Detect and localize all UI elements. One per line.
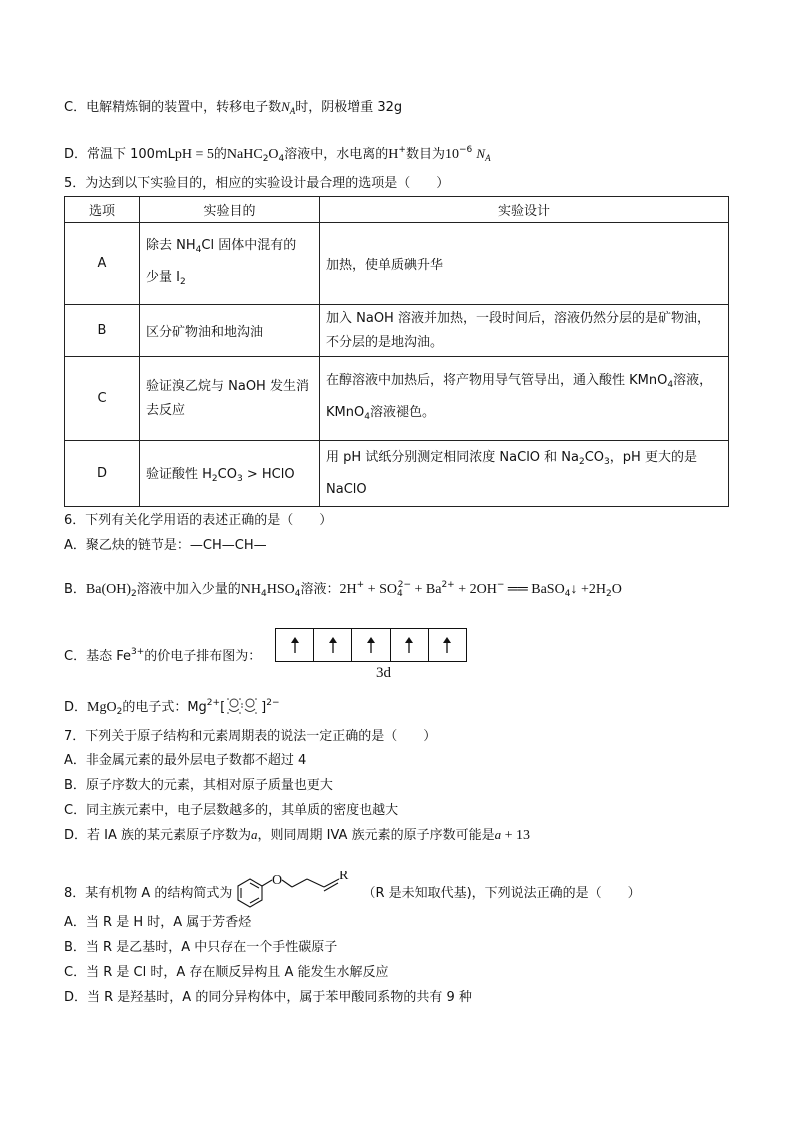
text: D．	[64, 700, 88, 715]
q6-option-b	[64, 576, 622, 603]
goal-text: 除去 NH	[146, 237, 196, 253]
orbital-box	[276, 629, 314, 661]
row-a-goal	[140, 223, 320, 305]
orbital-box	[352, 629, 390, 661]
text: （R 是未知取代基)，下列说法正确的是（ ）	[362, 886, 641, 901]
ten: 10	[444, 147, 459, 162]
text: 的价电子排布图为：	[144, 649, 262, 664]
q4-option-d	[64, 141, 491, 168]
formula: HSO	[266, 582, 295, 597]
orbital-diagram	[275, 628, 467, 662]
table-row	[65, 305, 729, 357]
equation: + 2OH	[454, 582, 497, 597]
goal-text: Cl 固体中混有的	[201, 237, 297, 253]
sub: 4	[667, 379, 674, 390]
sub: 4	[294, 589, 301, 599]
table-row	[65, 441, 729, 507]
row-c-design	[320, 357, 729, 441]
equation: ↓ +2H	[570, 582, 606, 597]
q7-option-a: A．非金属元素的最外层电子数都不超过 4	[64, 753, 307, 768]
sub: 2	[179, 276, 186, 287]
orbital-box	[391, 629, 429, 661]
q4-c-text2: 时，阴极增重 32g	[295, 100, 403, 115]
sup: 3+	[130, 647, 145, 657]
q7-stem: 7．下列关于原子结构和元素周期表的说法一定正确的是（ ）	[64, 729, 437, 744]
design-text: 溶液褪色。	[369, 404, 435, 420]
table-header-row	[65, 197, 729, 223]
q8-option-c: C．当 R 是 Cl 时，A 存在顺反异构且 A 能发生水解反应	[64, 965, 389, 980]
sub: 2	[605, 589, 612, 599]
q7-option-d	[64, 826, 530, 845]
text: 8．某有机物 A 的结构简式为	[64, 886, 233, 901]
up-arrow-icon	[366, 636, 376, 654]
q7-option-b: B．原子序数大的元素，其相对原子质量也更大	[64, 778, 333, 793]
sup: 2−	[266, 698, 280, 708]
q8-option-d: D．当 R 是羟基时，A 的同分异构体中，属于苯甲酸同系物的共有 9 种	[64, 990, 472, 1005]
q4-d-text3: 数目为	[405, 147, 445, 162]
design-text: 用 pH 试纸分别测定相同浓度 NaClO 和 Na	[326, 449, 579, 465]
col-header-option: 选项	[65, 197, 140, 223]
struct-r: R	[339, 871, 349, 883]
row-d-goal	[140, 441, 320, 507]
goal-text: 少量 I	[146, 269, 180, 285]
bracket: ]	[261, 700, 267, 715]
formula: MgO	[87, 700, 117, 715]
na-symbol: N	[281, 99, 290, 114]
text: D．若 IA 族的某元素原子序数为	[64, 828, 252, 843]
equation: O	[611, 582, 622, 597]
salt-formula: NaHC	[226, 147, 263, 162]
row-d-design	[320, 441, 729, 507]
sub: 2	[116, 707, 123, 717]
q4-d-text: D．常温下 100mL	[64, 147, 175, 162]
exponent: −6	[458, 145, 473, 155]
design-text: ，pH 更大的是	[609, 449, 697, 465]
q4-c-text: C．电解精炼铜的装置中，转移电子数	[64, 100, 282, 115]
orbital-box	[314, 629, 352, 661]
text: 溶液：	[300, 582, 340, 597]
struct-oxygen: O	[272, 873, 283, 888]
goal-text: CO	[217, 467, 237, 482]
equation: ══ BaSO	[504, 582, 565, 597]
opt-label: B．	[64, 582, 86, 597]
variable: a	[494, 827, 502, 842]
sub: 2	[262, 154, 269, 164]
peroxide-electron-dots-icon	[225, 695, 261, 717]
row-c-option: C	[65, 357, 140, 441]
row-d-option: D	[65, 441, 140, 507]
text: C．基态 Fe	[64, 649, 131, 664]
table-row	[65, 357, 729, 441]
bracket: [	[220, 700, 226, 715]
salt-o: O	[268, 147, 279, 162]
formula: NH	[240, 582, 262, 597]
text: + 13	[501, 828, 530, 843]
sub: 4	[364, 411, 370, 422]
q4-option-c	[64, 98, 402, 120]
na-sub: A	[485, 153, 491, 163]
row-a-design: 加热，使单质碘升华	[320, 223, 729, 305]
text: 溶液中加入少量的	[136, 582, 241, 597]
up-arrow-icon	[404, 636, 414, 654]
structure-formula-icon	[232, 871, 362, 911]
experiment-table	[64, 196, 729, 507]
sup: 2+	[441, 580, 455, 590]
text: 的电子式：Mg	[122, 700, 207, 715]
row-b-goal: 区分矿物油和地沟油	[140, 305, 320, 357]
q8-option-a: A．当 R 是 H 时，A 属于芳香烃	[64, 915, 252, 930]
orbital-label: 3d	[376, 665, 391, 681]
col-header-goal: 实验目的	[140, 197, 320, 223]
sup: 2+	[206, 698, 221, 708]
variable: a	[251, 827, 258, 842]
design-text: KMnO	[326, 404, 365, 420]
equation: + Ba	[411, 582, 442, 597]
row-c-goal: 验证溴乙烷与 NaOH 发生消去反应	[140, 357, 320, 441]
q7-option-c: C．同主族元素中，电子层数越多的，其单质的密度也越大	[64, 803, 399, 818]
sub: 2	[579, 456, 585, 467]
q8-stem	[64, 871, 641, 911]
sub: 2	[211, 474, 218, 484]
equation: 2H	[339, 582, 357, 597]
sub: 4	[278, 154, 285, 164]
q8-option-b: B．当 R 是乙基时，A 中只存在一个手性碳原子	[64, 940, 338, 955]
formula: Ba(OH)	[85, 582, 132, 597]
sub: 3	[236, 474, 243, 484]
goal-text: 验证酸性 H	[146, 467, 212, 482]
col-header-design: 实验设计	[320, 197, 729, 223]
sub: 4	[195, 244, 202, 255]
row-b-option: B	[65, 305, 140, 357]
na-sub: A	[289, 106, 296, 116]
sup: −	[496, 580, 505, 590]
q4-d-de: 的	[213, 147, 227, 162]
orbital-box	[429, 629, 466, 661]
h-ion: H	[388, 147, 399, 162]
goal-text: > HClO	[242, 467, 295, 482]
sup: 2−	[397, 580, 411, 590]
row-a-option: A	[65, 223, 140, 305]
q5-stem: 5．为达到以下实验目的，相应的实验设计最合理的选项是（ ）	[64, 176, 450, 191]
design-text: 溶液，	[673, 372, 713, 388]
sub: 4	[564, 589, 571, 599]
q6-option-c	[64, 643, 261, 666]
q6-stem: 6．下列有关化学用语的表述正确的是（ ）	[64, 513, 333, 528]
sub: 2	[131, 589, 137, 599]
q4-d-text2: 溶液中，水电离的	[284, 147, 389, 162]
sup: +	[398, 145, 406, 155]
design-text: NaClO	[326, 481, 367, 497]
design-text: 在醇溶液中加热后，将产物用导气管导出，通入酸性 KMnO	[326, 372, 668, 388]
design-text: CO	[584, 449, 605, 465]
row-b-design: 加入 NaOH 溶液并加热，一段时间后，溶液仍然分层的是矿物油，不分层的是地沟油。	[320, 305, 729, 357]
up-arrow-icon	[328, 636, 338, 654]
sub: 4	[396, 589, 403, 599]
equation: + SO	[364, 582, 397, 597]
sup: +	[356, 580, 365, 590]
table-row	[65, 223, 729, 305]
na-symbol: N	[476, 146, 486, 161]
up-arrow-icon	[442, 636, 452, 654]
q6-option-d	[64, 694, 280, 721]
text: ，则同周期 IVA 族元素的原子序数可能是	[257, 828, 495, 843]
sub: 3	[604, 456, 610, 467]
sub: 4	[261, 589, 267, 599]
ph-value: pH = 5	[174, 147, 214, 162]
q6-option-a: A．聚乙炔的链节是：—CH—CH—	[64, 538, 267, 553]
up-arrow-icon	[290, 636, 300, 654]
